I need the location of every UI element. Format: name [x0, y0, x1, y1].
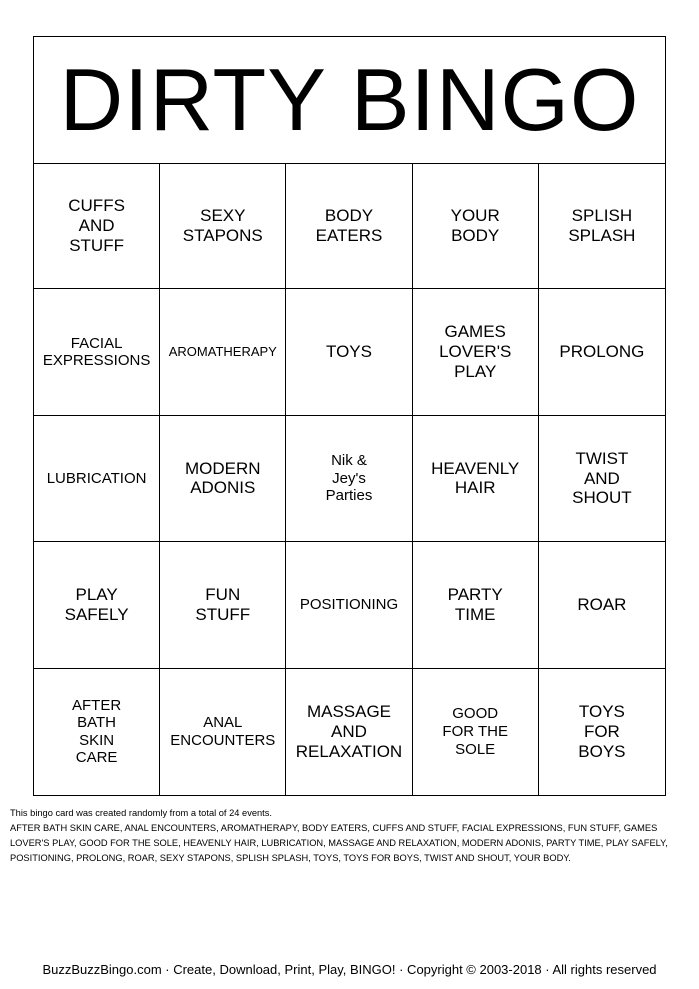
- bingo-grid: [34, 163, 665, 795]
- cell-r4-c3: POSITIONING: [286, 542, 412, 668]
- note-line-1: This bingo card was created randomly from a total of 24 events.: [10, 808, 272, 818]
- cell-r4-c4: PARTY TIME: [413, 542, 539, 668]
- cell-r2-c1: FACIAL EXPRESSIONS: [34, 289, 160, 415]
- cell-r4-c2: FUN STUFF: [160, 542, 286, 668]
- cell-r1-c4: YOUR BODY: [413, 163, 539, 289]
- cell-r2-c2: AROMATHERAPY: [160, 289, 286, 415]
- cell-r5-c1: AFTER BATH SKIN CARE: [34, 669, 160, 795]
- cell-r4-c1: PLAY SAFELY: [34, 542, 160, 668]
- card-title: DIRTY BINGO: [34, 37, 665, 164]
- footer-copyright: BuzzBuzzBingo.com · Create, Download, Print, Play, BINGO! · Copyright © 2003-2018 · All rights reserved: [42, 962, 657, 977]
- cell-r1-c2: SEXY STAPONS: [160, 163, 286, 289]
- note-line-3: LOVER'S PLAY, GOOD FOR THE SOLE, HEAVENLY HAIR, LUBRICATION, MASSAGE AND RELAXATION, MODERN ADONIS, PARTY TIME, PLAY SAFELY,: [10, 838, 668, 848]
- note-line-2: AFTER BATH SKIN CARE, ANAL ENCOUNTERS, AROMATHERAPY, BODY EATERS, CUFFS AND STUFF, FACIAL EXPRESSIONS, FUN STUFF, GAMES: [10, 823, 658, 833]
- cell-r5-c4: GOOD FOR THE SOLE: [413, 669, 539, 795]
- cell-r3-c4: HEAVENLY HAIR: [413, 416, 539, 542]
- note-line-4: POSITIONING, PROLONG, ROAR, SEXY STAPONS, SPLISH SPLASH, TOYS, TOYS FOR BOYS, TWIST AND SHOUT, YOUR BODY.: [10, 853, 571, 863]
- cell-r2-c5: PROLONG: [539, 289, 665, 415]
- cell-r4-c5: ROAR: [539, 542, 665, 668]
- cell-r3-c3: Nik & Jey's Parties: [286, 416, 412, 542]
- event-list-note: [10, 806, 690, 866]
- cell-r5-c3: MASSAGE AND RELAXATION: [286, 669, 412, 795]
- cell-r5-c5: TOYS FOR BOYS: [578, 701, 626, 761]
- cell-r2-c4: GAMES LOVER'S PLAY: [413, 289, 539, 415]
- cell-r1-c3: BODY EATERS: [286, 163, 412, 289]
- cell-r1-c1: CUFFS AND STUFF: [34, 163, 160, 289]
- bingo-card: [33, 36, 666, 796]
- cell-r2-c3: TOYS: [286, 289, 412, 415]
- cell-r3-c2: MODERN ADONIS: [160, 416, 286, 542]
- cell-r5-c2: ANAL ENCOUNTERS: [160, 669, 286, 795]
- cell-r1-c5: SPLISH SPLASH: [539, 163, 665, 289]
- cell-r3-c5: TWIST AND SHOUT: [539, 416, 665, 542]
- cell-r3-c1: LUBRICATION: [34, 416, 160, 542]
